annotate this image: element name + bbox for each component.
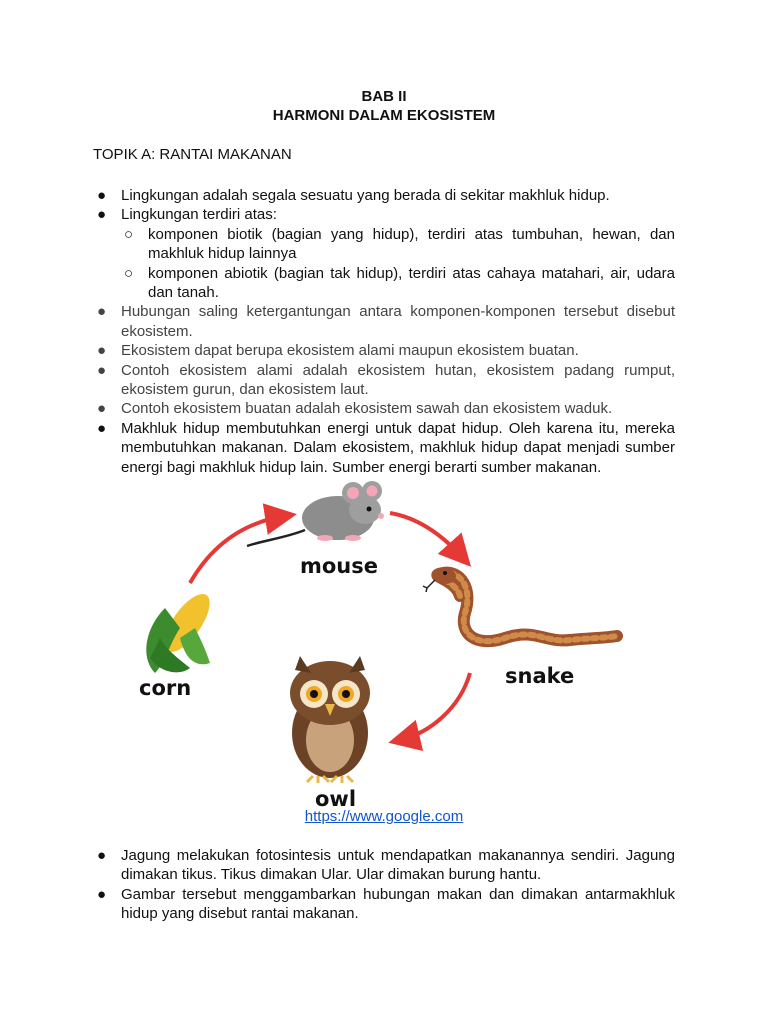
snake-label: snake xyxy=(505,664,575,688)
list-item-text: Jagung melakukan fotosintesis untuk mendapatkan makanannya sendiri. Jagung dimakan tikus. Tikus dimakan Ular. Ular dimakan burung hantu. xyxy=(121,847,675,884)
bullet-icon: ● xyxy=(97,187,107,204)
bullet-icon: ● xyxy=(97,847,107,864)
corn-icon xyxy=(146,587,218,673)
list-item-text: Lingkungan terdiri atas: xyxy=(121,206,277,224)
owl-label: owl xyxy=(315,787,357,811)
mouse-label: mouse xyxy=(300,554,379,578)
list-item xyxy=(93,186,675,205)
topic-heading: TOPIK A: RANTAI MAKANAN xyxy=(93,146,292,163)
list-item-text: Lingkungan adalah segala sesuatu yang berada di sekitar makhluk hidup. xyxy=(121,187,610,204)
bullet-icon: ● xyxy=(97,885,107,903)
source-link[interactable]: https://www.google.com xyxy=(304,808,464,825)
list-item xyxy=(93,341,675,360)
list-item xyxy=(93,302,675,341)
list-item-text: Contoh ekosistem buatan adalah ekosistem sawah dan ekosistem waduk. xyxy=(121,400,613,418)
snake-icon xyxy=(423,568,617,641)
circle-bullet-icon: ○ xyxy=(124,264,134,282)
sub-list-item-text: komponen abiotik (bagian tak hidup), terdiri atas cahaya matahari, air, udara dan tanah. xyxy=(148,264,675,302)
bullet-icon: ● xyxy=(97,342,107,360)
bullet-icon: ● xyxy=(97,303,107,321)
bullet-icon: ● xyxy=(97,419,107,437)
bullet-list-intro xyxy=(93,186,675,477)
list-item-text: Contoh ekosistem alami adalah ekosistem hutan, ekosistem padang rumput, ekosistem gurun, dan ekosistem laut. xyxy=(121,361,675,399)
list-item-text: Ekosistem dapat berupa ekosistem alami maupun ekosistem buatan. xyxy=(121,342,579,360)
food-chain-diagram xyxy=(125,478,635,813)
arrow-mouse-to-snake xyxy=(390,513,463,558)
chapter-title: HARMONI DALAM EKOSISTEM xyxy=(272,107,496,124)
chapter-heading: BAB II xyxy=(361,88,407,105)
bullet-icon: ● xyxy=(97,206,107,224)
bullet-icon: ● xyxy=(97,400,107,418)
owl-icon xyxy=(290,656,370,783)
list-item xyxy=(93,361,675,400)
arrow-snake-to-owl xyxy=(400,673,470,740)
bullet-list-conclusion xyxy=(93,846,675,924)
list-item xyxy=(93,846,675,885)
list-item-text: Hubungan saling ketergantungan antara komponen-komponen tersebut disebut ekosistem. xyxy=(121,303,675,340)
sub-list-item-text: komponen biotik (bagian yang hidup), terdiri atas tumbuhan, hewan, dan makhluk hidup lainnya xyxy=(148,225,675,263)
sub-list-item xyxy=(93,225,675,264)
list-item xyxy=(93,885,675,924)
list-item xyxy=(93,205,675,224)
list-item xyxy=(93,399,675,418)
list-item-text: Gambar tersebut menggambarkan hubungan makan dan dimakan antarmakhluk hidup yang disebut rantai makanan. xyxy=(121,885,675,923)
sub-list-item xyxy=(93,264,675,303)
arrow-corn-to-mouse xyxy=(190,516,285,583)
corn-label: corn xyxy=(139,676,192,700)
list-item xyxy=(93,419,675,477)
bullet-icon: ● xyxy=(97,361,107,379)
list-item-text: Makhluk hidup membutuhkan energi untuk dapat hidup. Oleh karena itu, mereka membutuhkan makanan. Dalam ekosistem, makhluk hidup dapat menjadi sumber energi bagi makhluk hidup lain. Sumber energi berarti sumber makanan. xyxy=(121,419,675,476)
circle-bullet-icon: ○ xyxy=(124,225,134,243)
mouse-icon xyxy=(247,481,384,546)
